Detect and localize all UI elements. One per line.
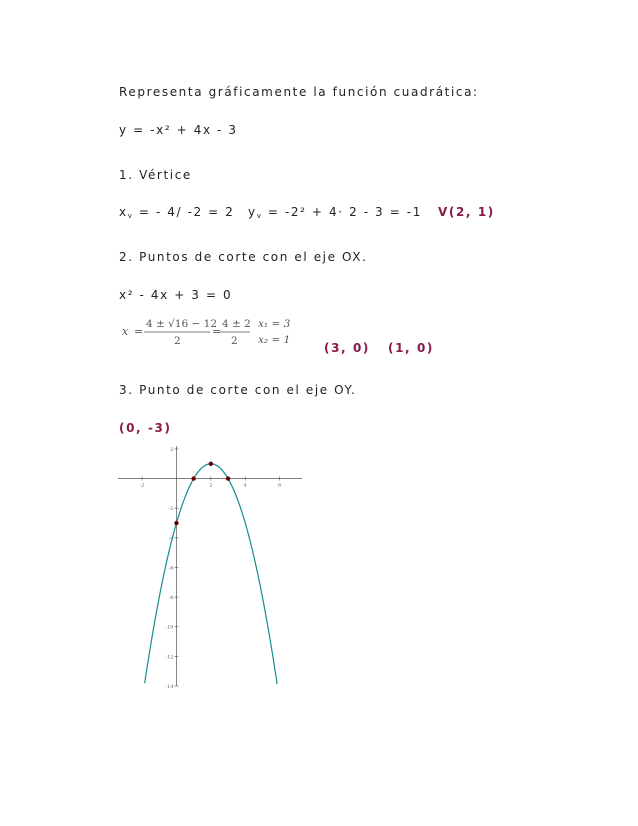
- y-tick-label-1: -2: [168, 506, 174, 513]
- key-point-2: [226, 476, 230, 480]
- x-tick-label-1: 2: [209, 482, 213, 489]
- roots-equation: x² - 4x + 3 = 0: [119, 288, 233, 302]
- vertex-y-calc: [248, 205, 422, 219]
- formula-x: x: [122, 325, 129, 338]
- yv-subscript: v: [256, 212, 263, 220]
- key-point-0: [191, 476, 195, 480]
- vertex-result: V(2, 1): [438, 205, 495, 219]
- formula-num-2: 4 ± 2: [222, 318, 251, 330]
- y-tick-label-6: -12: [165, 654, 174, 661]
- y-tick-label-5: -10: [165, 624, 174, 631]
- section-3-heading: 3. Punto de corte con el eje OY.: [119, 383, 357, 397]
- formula-eq-1: =: [134, 325, 144, 338]
- yv-expression: = -2² + 4· 2 - 3 = -1: [267, 205, 422, 219]
- root-1: (1, 0): [388, 341, 435, 355]
- section-1-heading: 1. Vértice: [119, 168, 192, 182]
- formula-x1: x₁ = 3: [258, 318, 291, 330]
- parabola-graph: [118, 446, 302, 690]
- xv-symbol: x: [119, 205, 128, 219]
- y-tick-label-3: -6: [168, 565, 174, 572]
- parabola-curve: [145, 464, 277, 684]
- formula-x2: x₂ = 1: [258, 334, 291, 346]
- vertex-x-calc: [119, 205, 234, 219]
- section-2-heading: 2. Puntos de corte con el eje OX.: [119, 250, 368, 264]
- formula-eq-2: =: [212, 325, 222, 338]
- formula-den-2: 2: [231, 335, 238, 347]
- y-tick-label-2: -4: [168, 535, 174, 542]
- y-tick-label-7: -14: [165, 684, 174, 690]
- x-tick-label-0: -2: [139, 482, 145, 489]
- formula-num-1: 4 ± √16 − 12: [146, 318, 218, 330]
- xv-expression: = - 4/ -2 = 2: [138, 205, 235, 219]
- quadratic-formula: [118, 313, 318, 351]
- formula-den-1: 2: [174, 335, 181, 347]
- key-point-3: [174, 521, 178, 525]
- x-tick-label-3: 6: [278, 482, 282, 489]
- key-point-1: [209, 462, 213, 466]
- root-3: (3, 0): [324, 341, 371, 355]
- y-tick-label-4: -8: [168, 595, 174, 602]
- yv-symbol: y: [248, 205, 257, 219]
- exercise-title: Representa gráficamente la función cuadrática:: [119, 85, 479, 99]
- y-intercept: (0, -3): [119, 421, 172, 435]
- function-expression: y = -x² + 4x - 3: [119, 123, 238, 137]
- y-tick-label-0: 2: [170, 446, 174, 453]
- xv-subscript: v: [127, 212, 134, 220]
- x-tick-label-2: 4: [243, 482, 247, 489]
